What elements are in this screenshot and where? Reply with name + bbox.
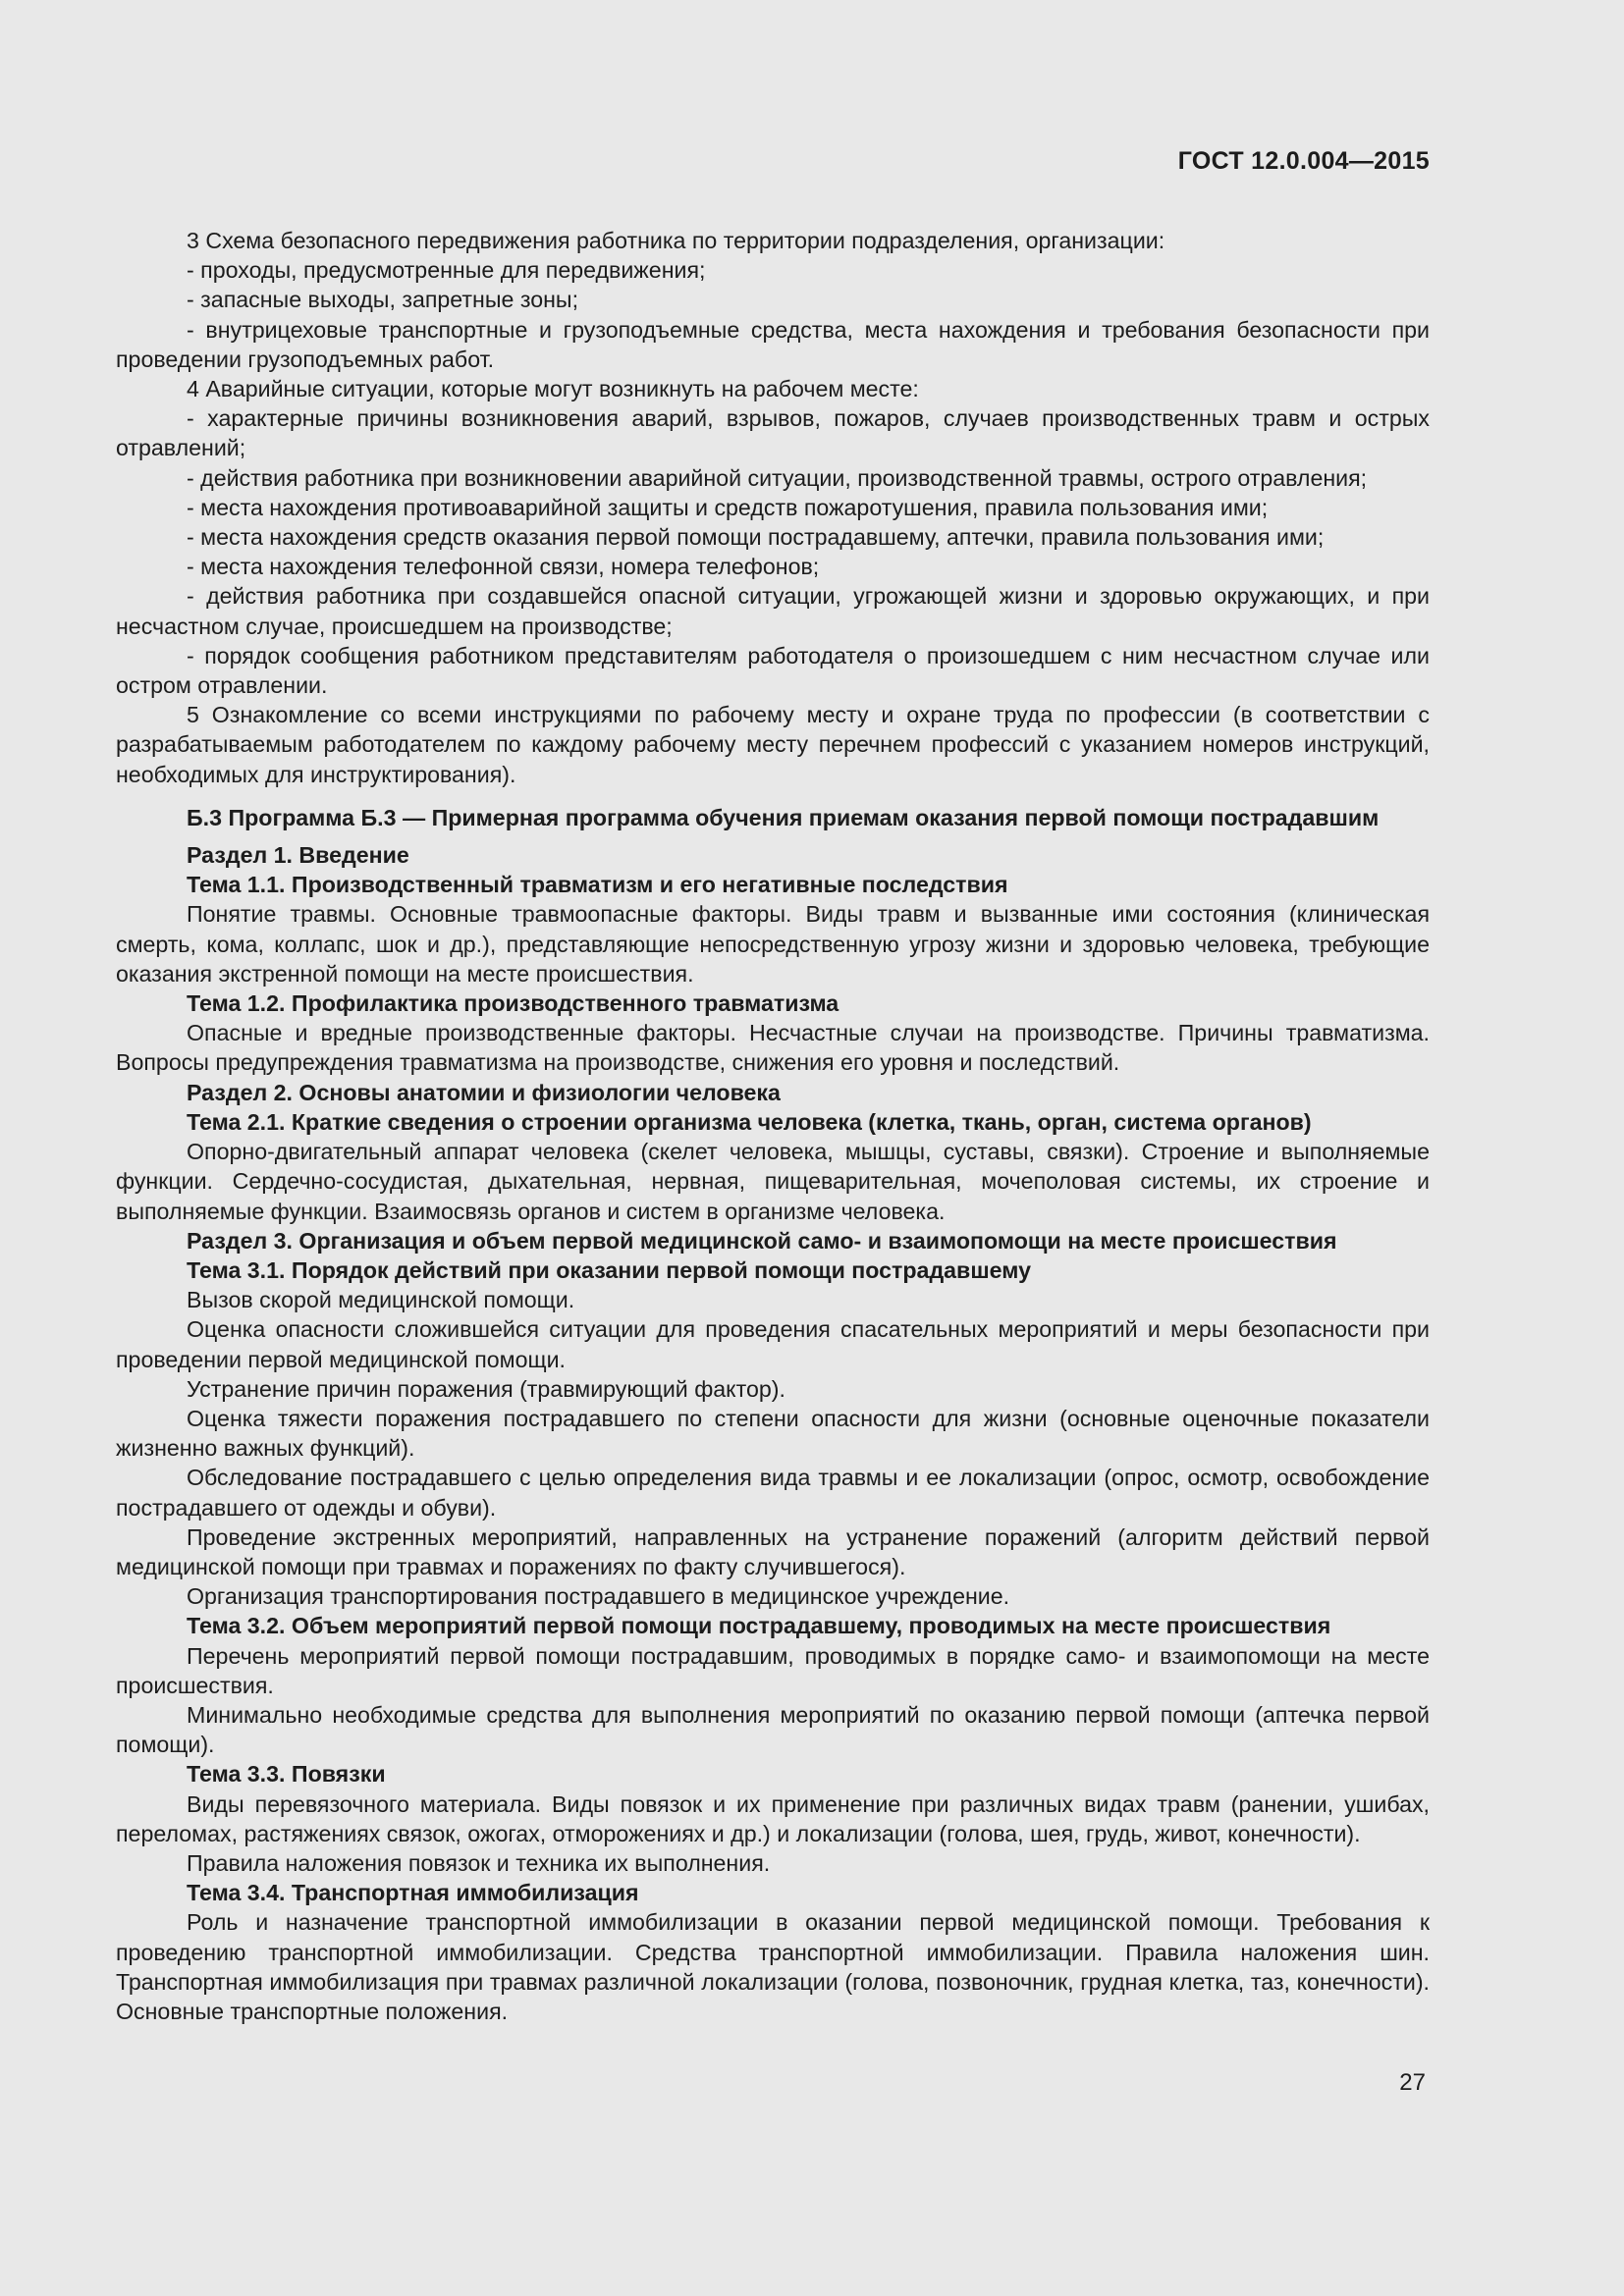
list-item: - проходы, предусмотренные для передвижения; <box>187 257 706 284</box>
body-paragraph: Виды перевязочного материала. Виды повязок и их применение при различных видах травм (ранении, ушибах, переломах, растяжениях связок, ожогах, отморожениях и др.) и локализации (голова, шея, грудь, живот, конечности). <box>116 1790 1430 1846</box>
paragraph-item-5: 5 Ознакомление со всеми инструкциями по рабочему месту и охране труда по профессии (в соответствии с разрабатываемым работодателем по каждому рабочему месту перечнем профессий с указанием номеров инструкций, необходимых для инструктирования). <box>116 702 1430 787</box>
topic-heading: Тема 3.3. Повязки <box>187 1761 386 1788</box>
topic-heading: Тема 2.1. Краткие сведения о строении организма человека (клетка, ткань, орган, система органов) <box>187 1108 1312 1135</box>
body-paragraph: Проведение экстренных мероприятий, направленных на устранение поражений (алгоритм действий первой медицинской помощи при травмах и поражениях по факту случившегося). <box>116 1523 1430 1579</box>
body-paragraph: Перечень мероприятий первой помощи пострадавшим, проводимых в порядке само- и взаимопомощи на месте происшествия. <box>116 1642 1430 1698</box>
program-heading: Б.3 Программа Б.3 — Примерная программа обучения приемам оказания первой помощи пострадавшим <box>187 804 1380 830</box>
body-paragraph: Минимально необходимые средства для выполнения мероприятий по оказанию первой помощи (аптечка первой помощи). <box>116 1701 1430 1758</box>
paragraph-item-4: 4 Аварийные ситуации, которые могут возникнуть на рабочем месте: <box>187 376 919 402</box>
body-paragraph: Оценка тяжести поражения пострадавшего по степени опасности для жизни (основные оценочные показатели жизненно важных функций). <box>116 1405 1430 1462</box>
topic-heading: Тема 3.4. Транспортная иммобилизация <box>187 1880 639 1906</box>
section-heading: Раздел 3. Организация и объем первой медицинской само- и взаимопомощи на месте происшествия <box>187 1227 1337 1254</box>
list-item: - действия работника при создавшейся опасной ситуации, угрожающей жизни и здоровью окружающих, и при несчастном случае, происшедшем на производстве; <box>116 583 1430 639</box>
topic-heading: Тема 1.1. Производственный травматизм и его негативные последствия <box>187 872 1008 898</box>
list-item: - внутрицеховые транспортные и грузоподъемные средства, места нахождения и требования безопасности при проведении грузоподъемных работ. <box>116 316 1430 372</box>
list-item: - запасные выходы, запретные зоны; <box>187 287 579 313</box>
topic-heading: Тема 3.1. Порядок действий при оказании первой помощи пострадавшему <box>187 1256 1031 1283</box>
body-paragraph: Опасные и вредные производственные факторы. Несчастные случаи на производстве. Причины травматизма. Вопросы предупреждения травматизма на производстве, снижения его уровня и последствий. <box>116 1020 1430 1076</box>
body-paragraph: Вызов скорой медицинской помощи. <box>187 1287 575 1313</box>
body-paragraph: Правила наложения повязок и техника их выполнения. <box>187 1849 771 1876</box>
list-item: - места нахождения средств оказания первой помощи пострадавшему, аптечки, правила пользования ими; <box>187 524 1325 551</box>
standard-header: ГОСТ 12.0.004—2015 <box>1177 147 1430 175</box>
document-body <box>116 226 1430 2026</box>
list-item: - места нахождения противоаварийной защиты и средств пожаротушения, правила пользования ими; <box>187 494 1269 520</box>
page-number: 27 <box>1399 2069 1426 2096</box>
body-paragraph: Организация транспортирования пострадавшего в медицинское учреждение. <box>187 1583 1010 1610</box>
body-paragraph: Роль и назначение транспортной иммобилизации в оказании первой медицинской помощи. Требования к проведению транспортной иммобилизации. Средства транспортной иммобилизации. Правила наложения шин. Транспортная иммобилизация при травмах различной локализации (голова, позвоночник, грудная клетка, таз, конечности). Основные транспортные положения. <box>116 1909 1430 2024</box>
section-heading: Раздел 1. Введение <box>187 842 409 869</box>
topic-heading: Тема 3.2. Объем мероприятий первой помощи пострадавшему, проводимых на месте происшествия <box>187 1613 1331 1639</box>
body-paragraph: Опорно-двигательный аппарат человека (скелет человека, мышцы, суставы, связки). Строение и выполняемые функции. Сердечно-сосудистая, дыхательная, нервная, пищеварительная, мочеполовая системы, их строение и выполняемые функции. Взаимосвязь органов и систем в организме человека. <box>116 1139 1430 1224</box>
body-paragraph: Обследование пострадавшего с целью определения вида травмы и ее локализации (опрос, осмотр, освобождение пострадавшего от одежды и обуви). <box>116 1465 1430 1521</box>
list-item: - порядок сообщения работником представителям работодателя о произошедшем с ним несчастном случае или остром отравлении. <box>116 642 1430 699</box>
body-paragraph: Понятие травмы. Основные травмоопасные факторы. Виды травм и вызванные ими состояния (клиническая смерть, кома, коллапс, шок и др.), представляющие непосредственную угрозу жизни и здоровью человека, требующие оказания экстренной помощи на месте происшествия. <box>116 901 1430 987</box>
list-item: - действия работника при возникновении аварийной ситуации, производственной травмы, острого отравления; <box>187 464 1368 491</box>
body-paragraph: Устранение причин поражения (травмирующий фактор). <box>187 1375 785 1402</box>
list-item: - места нахождения телефонной связи, номера телефонов; <box>187 554 820 580</box>
section-heading: Раздел 2. Основы анатомии и физиологии человека <box>187 1079 781 1105</box>
body-paragraph: Оценка опасности сложившейся ситуации для проведения спасательных мероприятий и меры безопасности при проведении первой медицинской помощи. <box>116 1316 1430 1372</box>
list-item: - характерные причины возникновения аварий, взрывов, пожаров, случаев производственных травм и острых отравлений; <box>116 405 1430 461</box>
topic-heading: Тема 1.2. Профилактика производственного травматизма <box>187 990 839 1017</box>
paragraph-item-3: 3 Схема безопасного передвижения работника по территории подразделения, организации: <box>187 228 1165 253</box>
